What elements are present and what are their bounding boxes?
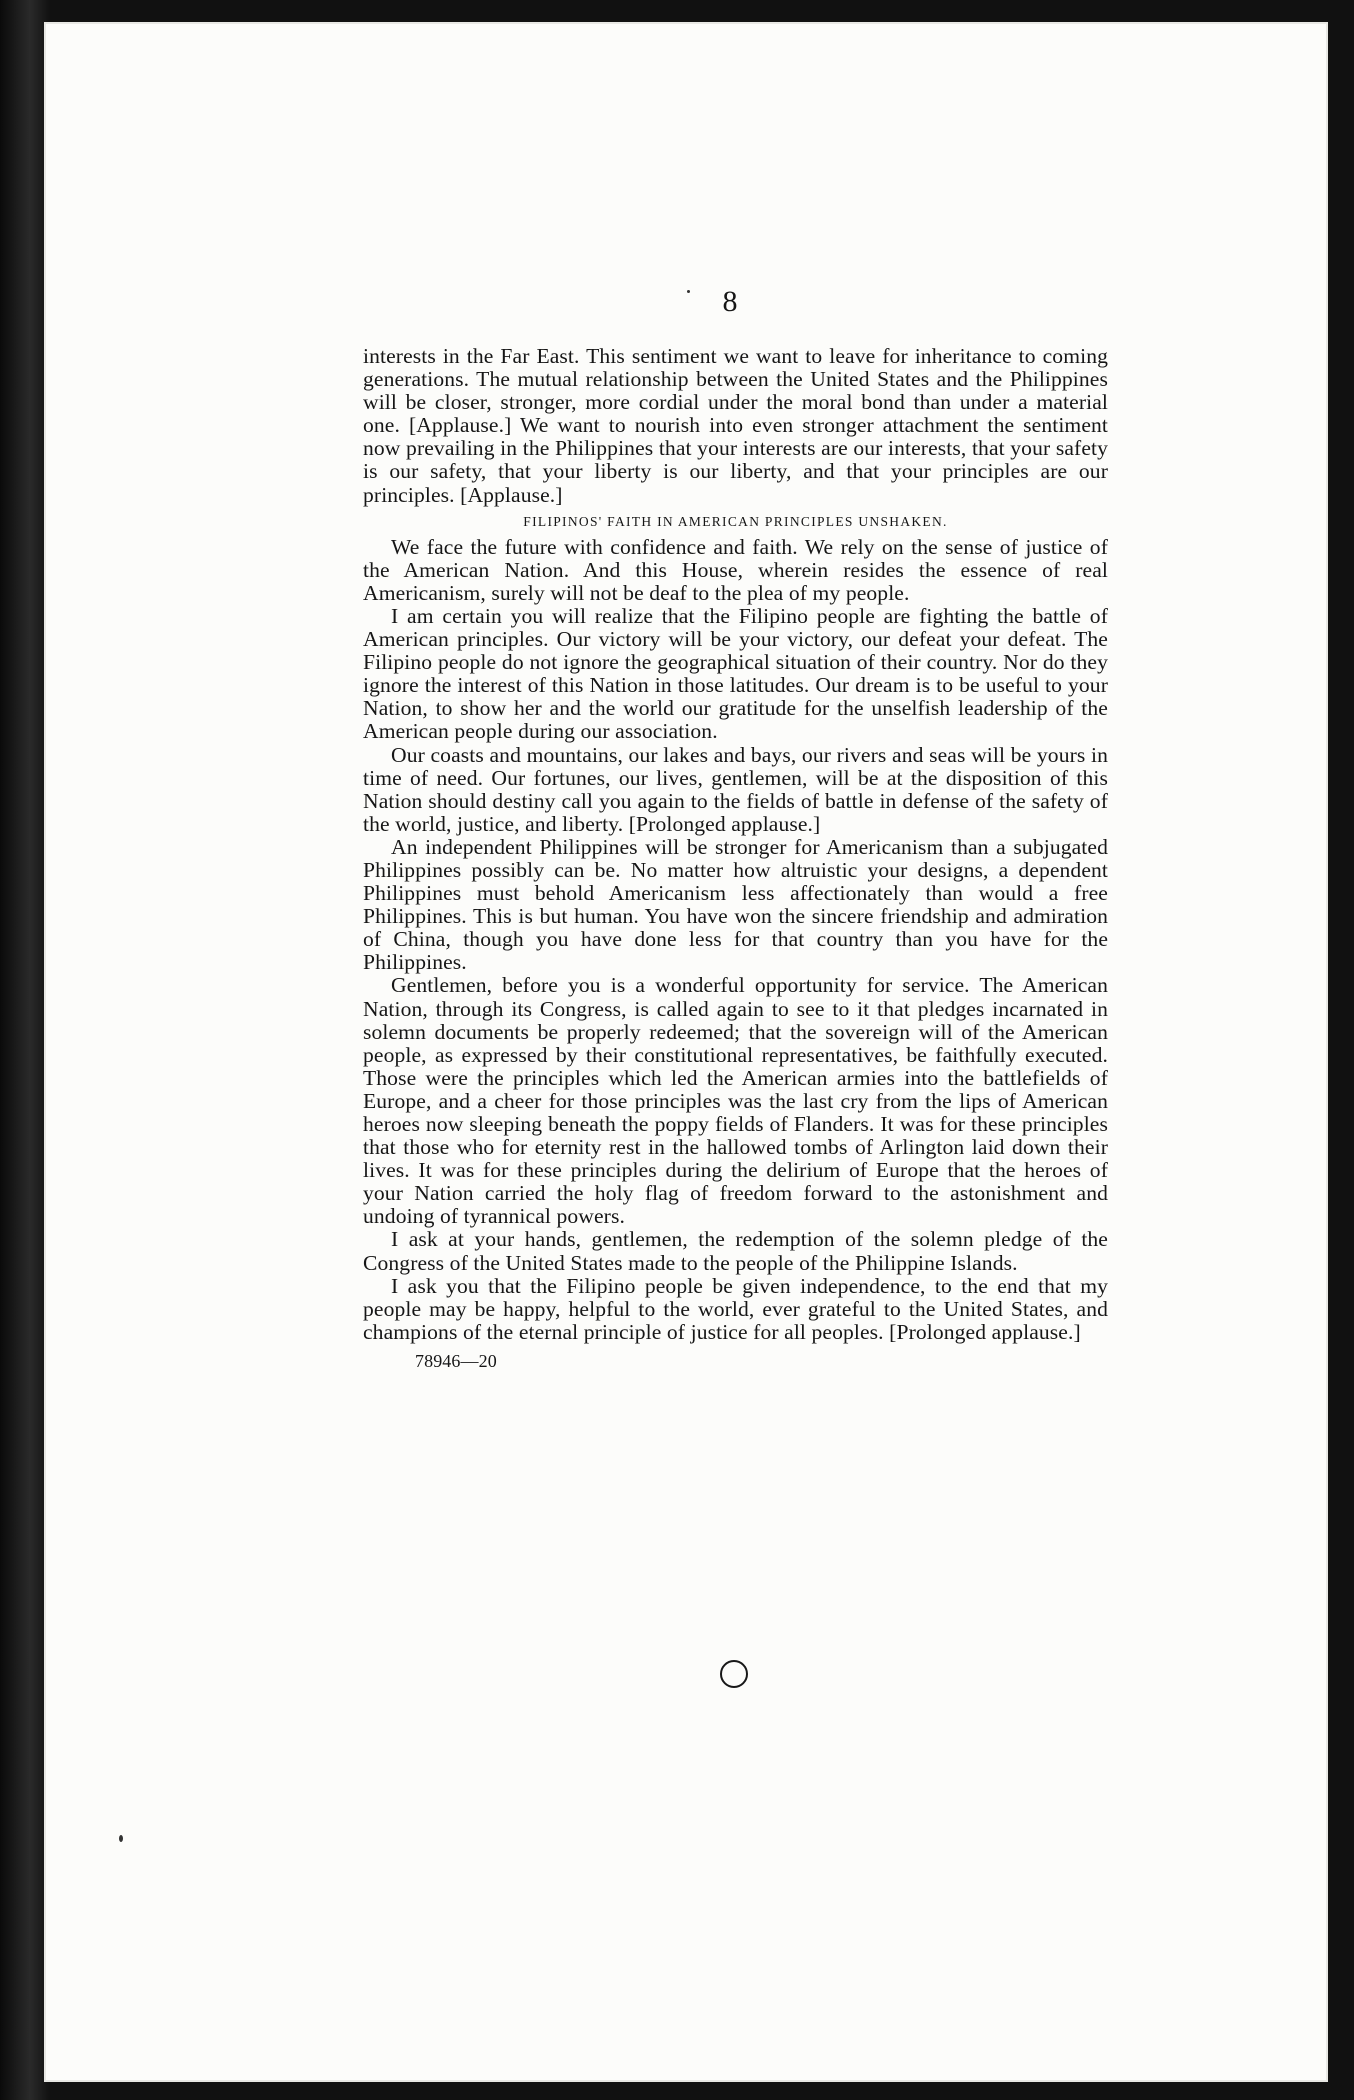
paragraph: I ask you that the Filipino people be given independence, to the end that my people may be happy, helpful to the world, ever grateful to the United States, and champions of the eternal principle of justice for all peoples. [Prolonged applause.] [363, 1273, 1108, 1344]
scan-dark-margin [0, 0, 50, 2100]
printer-mark-circle-icon [720, 1660, 748, 1688]
page-number: 8 [722, 285, 738, 318]
paragraph-continued: interests in the Far East. This sentiment we want to leave for inheritance to coming generations. The mutual relationship between the United States and the Philippines will be closer, stronger, more cordial under the moral bond than under a material one. [Applause.] We want to nourish into even stronger attachment the sentiment now prevailing in the Philippines that your interests are our interests, that your safety is our safety, that your liberty is our liberty, and that your principles are our principles. [Applause.] [363, 344, 1108, 507]
paragraph: An independent Philippines will be stronger for Americanism than a subjugated Philippines possibly can be. No matter how altruistic your designs, a dependent Philippines must behold Americanism less affectionately than would a free Philippines. This is but human. You have won the sincere friendship and admiration of China, though you have done less for that country than you have for the Philippines. [363, 834, 1108, 975]
paragraph: I am certain you will realize that the Filipino people are fighting the battle of American principles. Our victory will be your victory, our defeat your defeat. The Filipino people do not ignore the geographical situation of their country. Nor do they ignore the interest of this Nation in those latitudes. Our dream is to be useful to your Nation, to show her and the world our gratitude for the unselfish leadership of the American people during our association. [363, 603, 1108, 744]
paragraph: I ask at your hands, gentlemen, the redemption of the solemn pledge of the Congress of the United States made to the people of the Philippine Islands. [363, 1227, 1108, 1275]
paragraph: Gentlemen, before you is a wonderful opportunity for service. The American Nation, through its Congress, is called again to see to it that pledges incarnated in solemn documents be properly redeemed; that the sovereign will of the American people, as expressed by their constitutional representatives, be faithfully executed. Those were the principles which led the American armies into the battlefields of Europe, and a cheer for those principles was the last cry from the lips of American heroes now sleeping beneath the poppy fields of Flanders. It was for these principles that those who for eternity rest in the hallowed tombs of Arlington laid down their lives. It was for these principles during the delirium of Europe that the heroes of your Nation carried the holy flag of freedom forward to the astonishment and undoing of tyrannical powers. [363, 973, 1108, 1229]
paragraph: We face the future with confidence and faith. We rely on the sense of justice of the American Nation. And this House, wherein resides the essence of real Americanism, surely will not be deaf to the plea of my people. [363, 534, 1108, 605]
section-heading: FILIPINOS' FAITH IN AMERICAN PRINCIPLES UNSHAKEN. [523, 513, 948, 529]
print-code: 78946—20 [415, 1350, 497, 1371]
scan-speck [119, 1835, 123, 1842]
speech-text-column [363, 345, 1108, 1372]
paragraph: Our coasts and mountains, our lakes and bays, our rivers and seas will be yours in time of need. Our fortunes, our lives, gentlemen, will be at the disposition of this Nation should destiny call you again to the fields of battle in defense of the safety of the world, justice, and liberty. [Prolonged applause.] [363, 742, 1108, 836]
scan-speck [687, 290, 690, 293]
